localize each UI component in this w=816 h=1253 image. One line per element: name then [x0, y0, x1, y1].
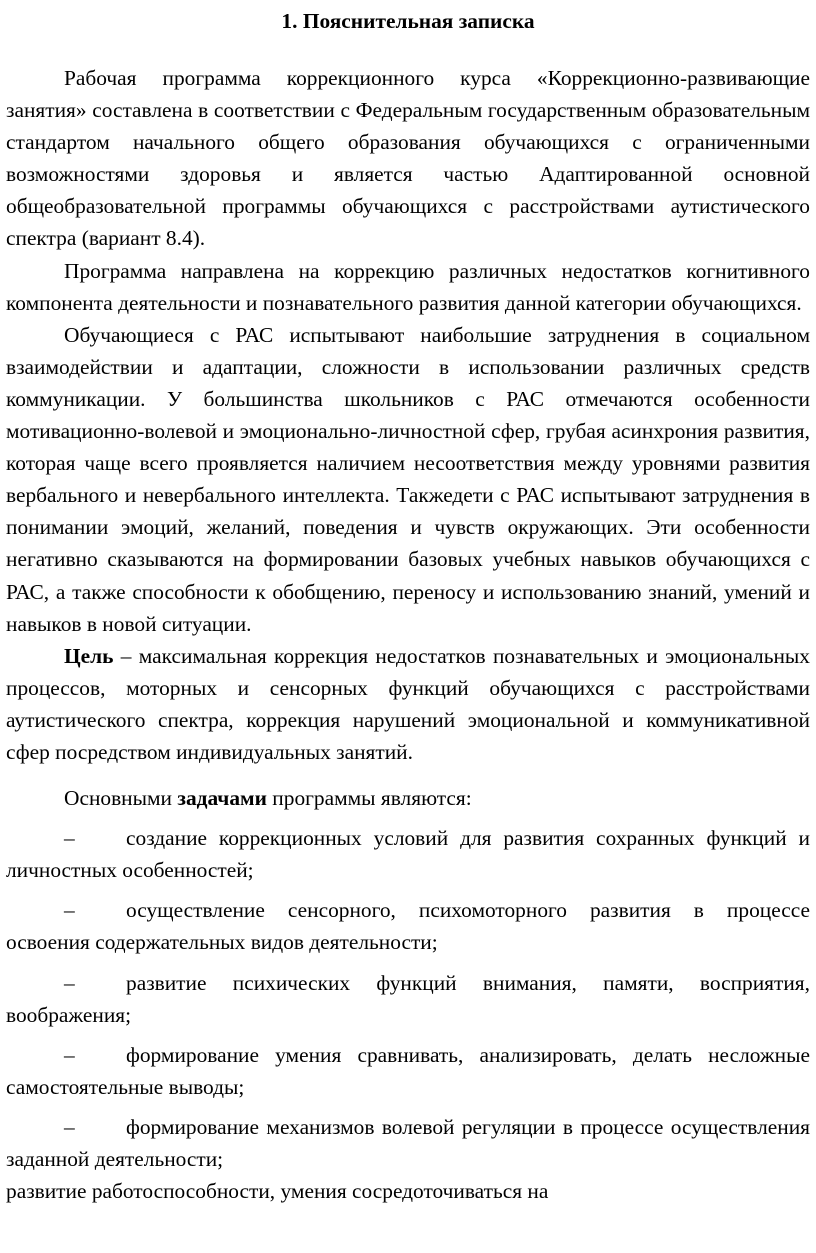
- list-item: [6, 894, 810, 958]
- dash-bullet: –: [64, 1042, 75, 1067]
- goal-label: Цель: [64, 643, 114, 668]
- list-item-text: создание коррекционных условий для развития сохранных функций и личностных особенностей;: [6, 826, 810, 883]
- section-title: 1. Пояснительная записка: [281, 9, 535, 33]
- list-item-text: формирование механизмов волевой регуляции в процессе осуществления заданной деятельности;: [6, 1114, 810, 1171]
- dash-bullet: –: [64, 898, 75, 923]
- list-item: [6, 1111, 810, 1175]
- list-item-text: формирование умения сравнивать, анализировать, делать несложные самостоятельные выводы;: [6, 1042, 810, 1099]
- paragraph-tasks-intro: [6, 782, 810, 814]
- list-item: [6, 1039, 810, 1103]
- goal-text: максимальная коррекция недостатков познавательных и эмоциональных процессов, моторных и сенсорных функций обучающихся с расстройствами аутистического спектра, коррекция нарушений эмоциональной и коммуникативной сфер посредством индивидуальных занятий.: [6, 643, 810, 764]
- list-item: [6, 967, 810, 1031]
- dash-bullet: –: [64, 826, 75, 851]
- dash-bullet: –: [64, 970, 75, 995]
- dash-bullet: –: [64, 1114, 75, 1139]
- paragraph-goal: [6, 640, 810, 768]
- tasks-list: [6, 822, 810, 1175]
- tasks-intro-before: Основными: [64, 786, 178, 811]
- list-item-text: развитие психических функций внимания, памяти, восприятия, воображения;: [6, 970, 810, 1027]
- list-item-text: осуществление сенсорного, психомоторного развития в процессе освоения содержательных видов деятельности;: [6, 898, 810, 955]
- paragraph-program-basis: Рабочая программа коррекционного курса «Коррекционно-развивающие занятия» составлена в соответствии с Федеральным государственным образовательным стандартом начального общего образования обучающихся с ограниченными возможностями здоровья и является частью Адаптированной основной общеобразовательной программы обучающихся с расстройствами аутистического спектра (вариант 8.4).: [6, 66, 810, 251]
- tasks-intro-after: программы являются:: [266, 786, 472, 811]
- paragraph-program-direction: Программа направлена на коррекцию различных недостатков когнитивного компонента деятельности и познавательного развития данной категории обучающихся.: [6, 258, 810, 315]
- paragraph-students-features: Обучающиеся с РАС испытывают наибольшие затруднения в социальном взаимодействии и адаптации, сложности в использовании различных средств коммуникации. У большинства школьников с РАС отмечаются особенности мотивационно-волевой и эмоционально-личностной сфер, грубая асинхрония развития, которая чаще всего проявляется наличием несоответствия между уровнями развития вербального и невербального интеллекта. Такжедети с РАС испытывают затруднения в понимании эмоций, желаний, поведения и чувств окружающих. Эти особенности негативно сказываются на формировании базовых учебных навыков обучающихся с РАС, а также способности к обобщению, переносу и использованию знаний, умений и навыков в новой ситуации.: [6, 322, 810, 636]
- trailing-line: развитие работоспособности, умения сосредоточиваться на: [6, 1179, 549, 1204]
- list-item: [6, 822, 810, 886]
- goal-dash: –: [113, 643, 139, 668]
- tasks-label: задачами: [177, 786, 267, 811]
